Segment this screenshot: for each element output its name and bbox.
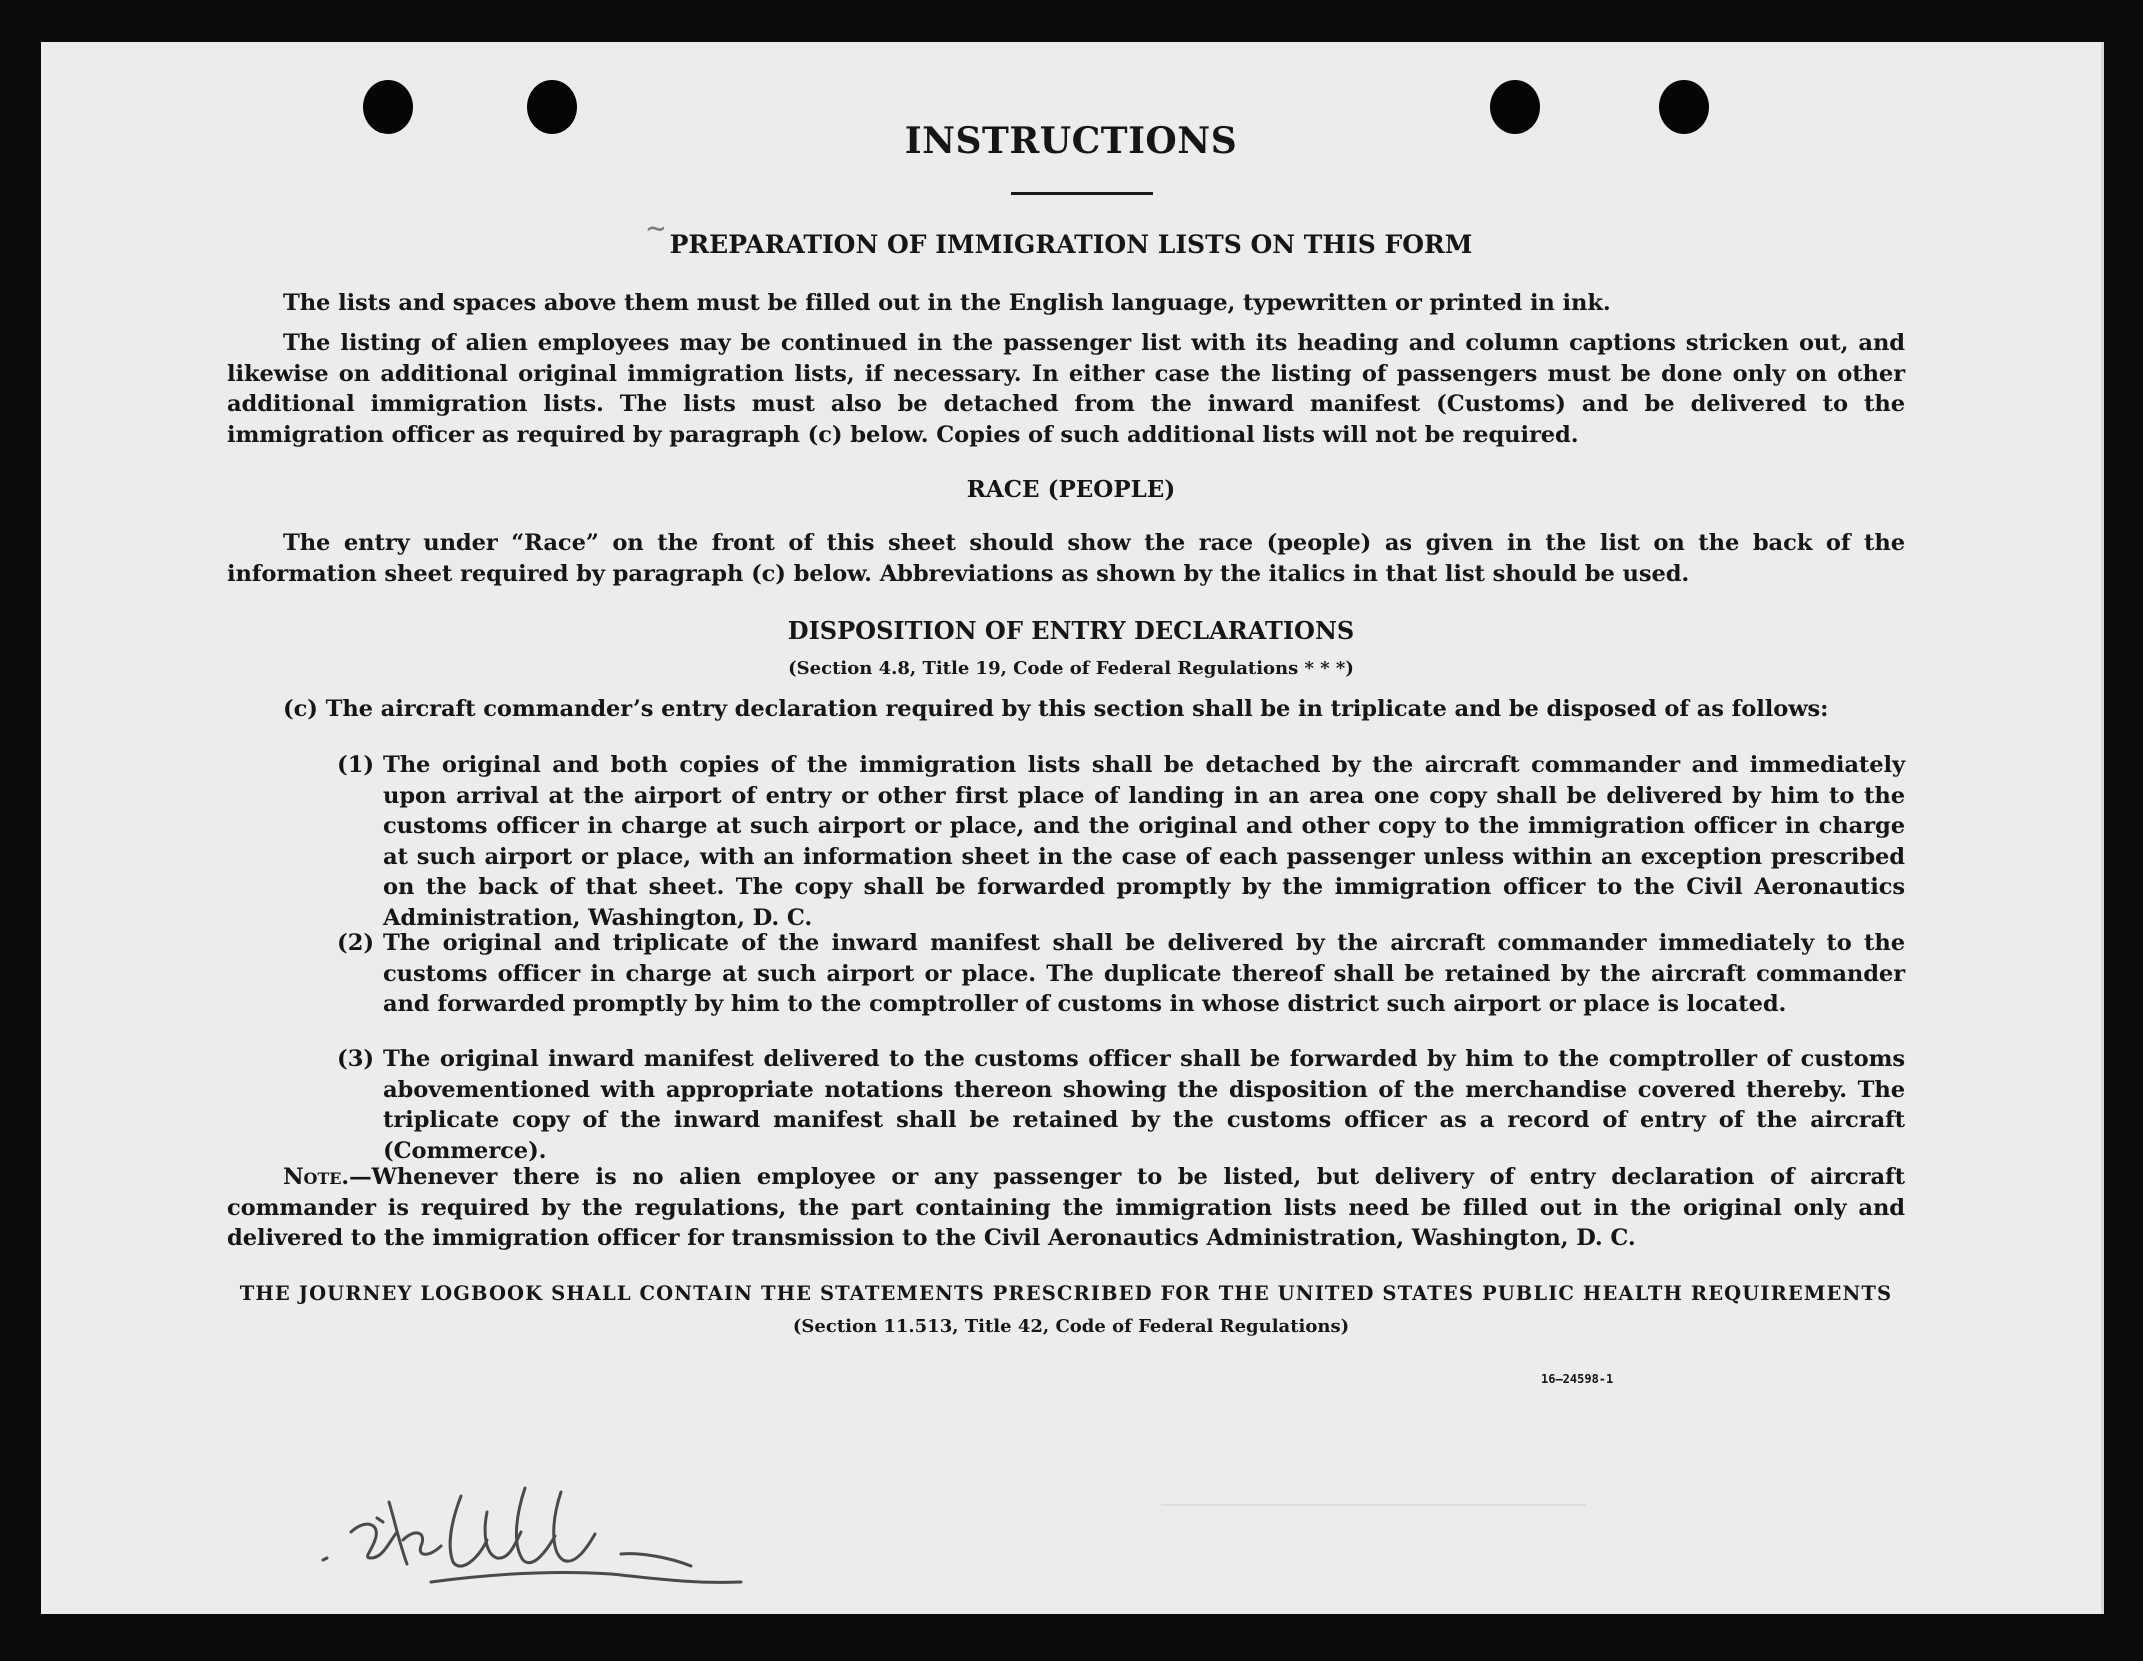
- section-heading-preparation: PREPARATION OF IMMIGRATION LISTS ON THIS FORM: [669, 230, 1473, 259]
- document-page: [41, 42, 2104, 1614]
- preparation-paragraph-2: The listing of alien employees may be continued in the passenger list with its heading and column captions stricken out, and likewise on additional original immigration lists, if necessary. In either case the listing of passengers must be done only on other additional immigration lists. The lists must also be detached from the inward manifest (Customs) and be delivered to the immigration officer as required by paragraph (c) below. Copies of such additional lists will not be required.: [227, 330, 1905, 448]
- disposition-item-2: The original and triplicate of the inward manifest shall be delivered by the aircraft commander immediately to the customs officer in charge at such airport or place. The duplicate thereof shall be retained by the aircraft commander and forwarded promptly by him to the comptroller of customs in whose district such airport or place is located.: [383, 930, 1905, 1017]
- preparation-paragraph-1: The lists and spaces above them must be filled out in the English language, typewritten or printed in ink.: [283, 290, 1611, 316]
- disposition-intro: (c) The aircraft commander’s entry declaration required by this section shall be in triplicate and be disposed of as follows:: [283, 696, 1829, 722]
- section-heading-race: RACE (PEOPLE): [966, 476, 1176, 503]
- handwritten-signature: [311, 1462, 791, 1592]
- note-paragraph: Note.—Whenever there is no alien employee or any passenger to be listed, but delivery of entry declaration of aircraft commander is required by the regulations, the part containing the immigration lists need be filled out in the original only and delivered to the immigration officer for transmission to the Civil Aeronautics Administration, Washington, D. C.: [227, 1164, 1905, 1251]
- journey-logbook-statement: THE JOURNEY LOGBOOK SHALL CONTAIN THE STATEMENTS PRESCRIBED FOR THE UNITED STATES PUBLIC HEALTH REQUIREMENTS: [239, 1282, 1893, 1305]
- disposition-item-3: The original inward manifest delivered to the customs officer shall be forwarded by him to the comptroller of customs abovementioned with appropriate notations thereon showing the disposition of the merchandise covered thereby. The triplicate copy of the inward manifest shall be retained by the customs officer as a record of entry of the aircraft (Commerce).: [383, 1046, 1905, 1164]
- page-title: INSTRUCTIONS: [904, 120, 1238, 162]
- disposition-item-1: The original and both copies of the immigration lists shall be detached by the aircraft commander and immediately upon arrival at the airport of entry or other first place of landing in an area one copy shall be delivered by him to the customs officer in charge at such airport or place, and the original and other copy to the immigration officer in charge at such airport or place, with an information sheet in the case of each passenger unless within an exception prescribed on the back of that sheet. The copy shall be forwarded promptly by the immigration officer to the Civil Aeronautics Administration, Washington, D. C.: [383, 752, 1905, 931]
- section-heading-disposition: DISPOSITION OF ENTRY DECLARATIONS: [787, 616, 1355, 645]
- disposition-citation: (Section 4.8, Title 19, Code of Federal Regulations * * *): [788, 658, 1354, 679]
- item-number-1: (1): [337, 752, 375, 778]
- title-underline: [1011, 192, 1153, 195]
- race-paragraph: The entry under “Race” on the front of this sheet should show the race (people) as given in the list on the back of the information sheet required by paragraph (c) below. Abbreviations as shown by the italics in that list should be used.: [227, 530, 1905, 587]
- item-number-2: (2): [337, 930, 375, 956]
- form-number: 16—24598-1: [1541, 1372, 1614, 1386]
- bleed-through-text: ⎯⎯⎯⎯⎯⎯⎯⎯⎯⎯⎯⎯⎯⎯⎯⎯⎯⎯⎯⎯⎯⎯⎯⎯⎯⎯⎯⎯⎯⎯⎯⎯⎯⎯⎯⎯⎯⎯⎯⎯⎯⎯⎯⎯⎯⎯⎯⎯⎯⎯: [1161, 1494, 1586, 1513]
- stray-pencil-mark: ∼: [645, 214, 667, 244]
- journey-citation: (Section 11.513, Title 42, Code of Federal Regulations): [792, 1316, 1350, 1337]
- note-lead: Note.: [283, 1164, 350, 1190]
- item-number-3: (3): [337, 1046, 375, 1072]
